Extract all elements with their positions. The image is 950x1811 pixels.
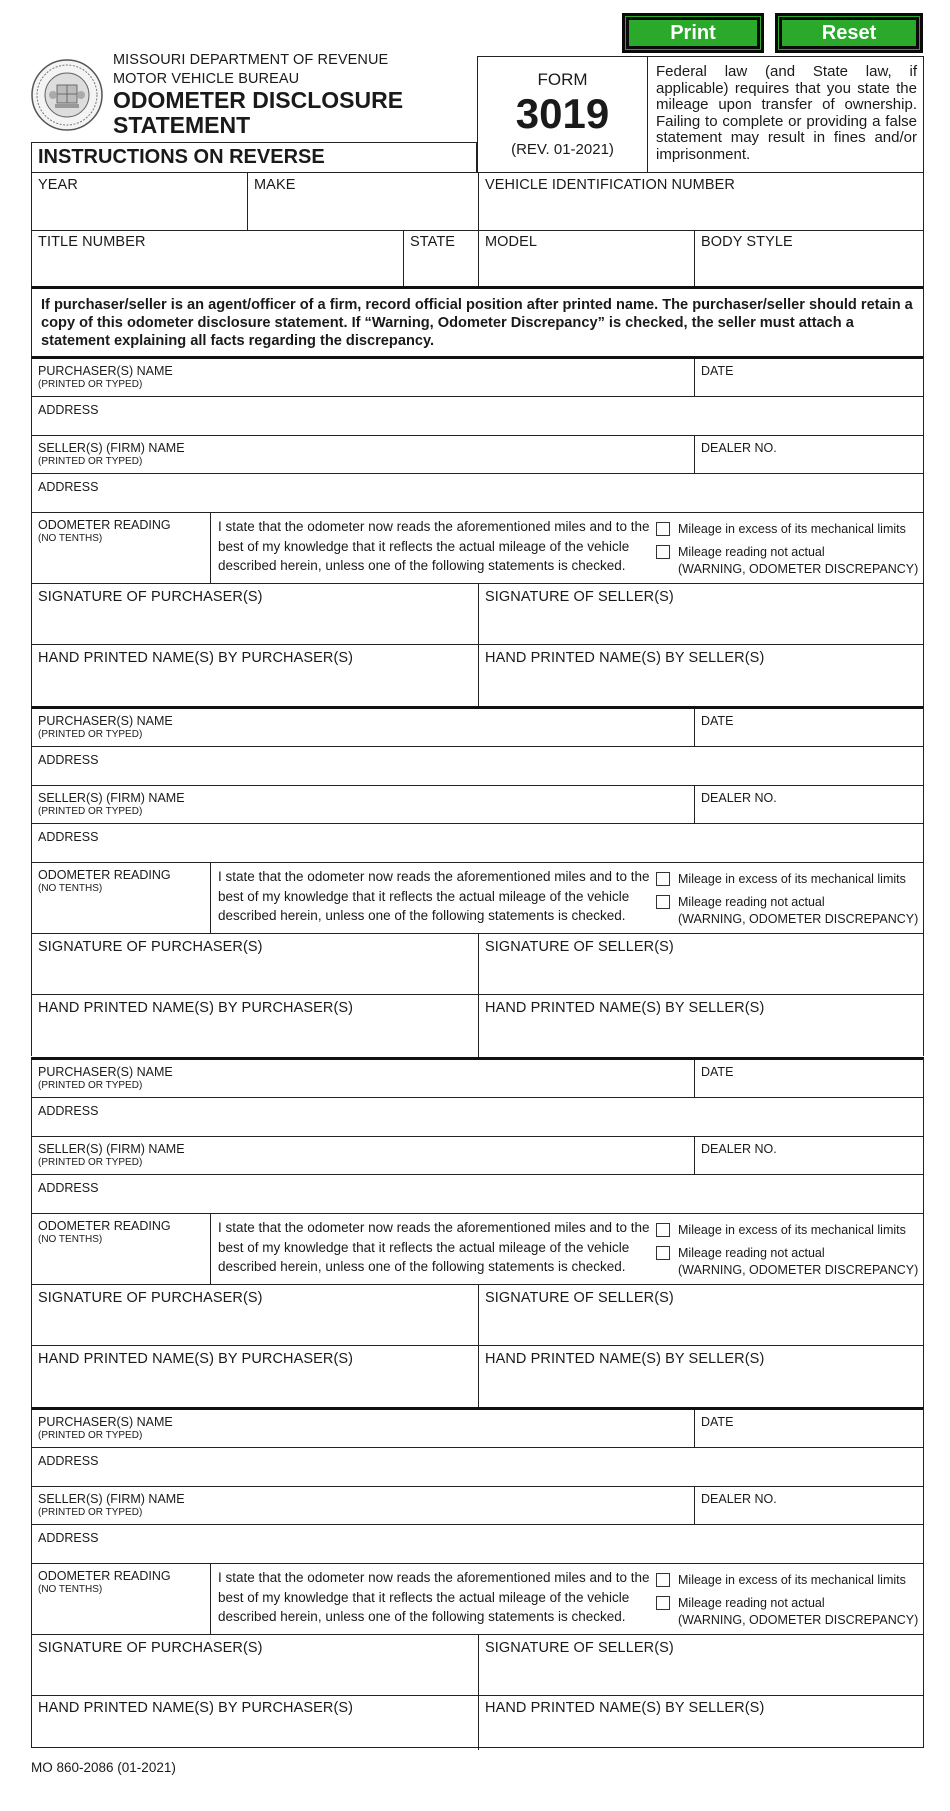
date-label: DATE — [701, 714, 734, 728]
transfer-section — [31, 1057, 924, 1407]
odometer-discrepancy-warning: (WARNING, ODOMETER DISCREPANCY) — [678, 912, 919, 926]
seller-name-label: SELLER(S) (FIRM) NAME — [38, 1492, 185, 1506]
odometer-reading-field[interactable] — [36, 1600, 206, 1631]
purchaser-name-label: PURCHASER(S) NAME — [38, 1415, 173, 1429]
seller-name-label: SELLER(S) (FIRM) NAME — [38, 441, 185, 455]
seller-name-field[interactable] — [192, 789, 688, 820]
purchaser-name-field[interactable] — [172, 1064, 688, 1094]
mileage-not-actual-checkbox[interactable] — [656, 1596, 670, 1610]
agent-notice: If purchaser/seller is an agent/officer of a firm, record official position after printed name. The purchaser/seller should retain a copy of this odometer disclosure statement. If “Warning, Odometer Discrepancy” is checked, the seller must attach a statement explaining all facts regarding the discrepancy. — [31, 286, 924, 358]
odometer-statement-line: best of my knowledge that it reflects the actual mileage of the vehicle — [218, 1239, 630, 1255]
odometer-reading-field[interactable] — [36, 549, 206, 580]
make-field[interactable] — [252, 195, 474, 227]
purchaser-hand-printed-label: HAND PRINTED NAME(S) BY PURCHASER(S) — [38, 650, 354, 666]
purchaser-address-field[interactable] — [112, 1101, 918, 1133]
seller-signature-label: SIGNATURE OF SELLER(S) — [485, 939, 674, 955]
dealer-no-label: DEALER NO. — [701, 441, 777, 455]
seller-address-field[interactable] — [112, 477, 918, 509]
dealer-no-label: DEALER NO. — [701, 1492, 777, 1506]
odometer-statement-line: described herein, unless one of the following statements is checked. — [218, 1609, 626, 1624]
date-field[interactable] — [742, 1064, 918, 1094]
no-tenths-note: (NO TENTHS) — [38, 1584, 103, 1595]
transfer-section — [31, 706, 924, 1056]
purchaser-hand-printed-label: HAND PRINTED NAME(S) BY PURCHASER(S) — [38, 1700, 354, 1716]
vin-field[interactable] — [483, 195, 919, 227]
form-revision: (REV. 01-2021) — [511, 141, 614, 158]
printed-or-typed-note: (PRINTED OR TYPED) — [38, 379, 143, 390]
odometer-reading-label: ODOMETER READING — [38, 1569, 171, 1583]
federal-law-notice: Federal law (and State law, if applicable) requires that you state the mileage upon transfer of ownership. Failing to complete or providing a false statement may result in fines and/or imprisonment. — [648, 56, 924, 172]
purchaser-address-label: ADDRESS — [38, 403, 99, 417]
instructions-label: INSTRUCTIONS ON REVERSE — [38, 146, 325, 168]
mileage-not-actual-label: Mileage reading not actual — [678, 895, 825, 909]
mileage-not-actual-checkbox[interactable] — [656, 545, 670, 559]
seller-address-label: ADDRESS — [38, 1181, 99, 1195]
purchaser-signature-field[interactable] — [36, 609, 474, 641]
dealer-no-label: DEALER NO. — [701, 791, 777, 805]
odometer-discrepancy-warning: (WARNING, ODOMETER DISCREPANCY) — [678, 1613, 919, 1627]
odometer-reading-field[interactable] — [36, 1250, 206, 1281]
form-title-line1: ODOMETER DISCLOSURE — [113, 87, 404, 113]
purchaser-name-field[interactable] — [172, 1414, 688, 1444]
seller-address-label: ADDRESS — [38, 480, 99, 494]
printed-or-typed-note: (PRINTED OR TYPED) — [38, 1080, 143, 1091]
seller-name-label: SELLER(S) (FIRM) NAME — [38, 1142, 185, 1156]
odometer-statement-line: I state that the odometer now reads the aforementioned miles and to the — [218, 869, 650, 884]
odometer-discrepancy-warning: (WARNING, ODOMETER DISCREPANCY) — [678, 1263, 919, 1277]
mileage-not-actual-checkbox[interactable] — [656, 1246, 670, 1260]
transfer-section — [31, 1407, 924, 1748]
purchaser-address-field[interactable] — [112, 400, 918, 432]
dealer-no-field[interactable] — [777, 439, 918, 470]
seller-name-field[interactable] — [192, 1140, 688, 1171]
purchaser-hand-printed-field[interactable] — [36, 1020, 474, 1054]
mileage-excess-checkbox[interactable] — [656, 522, 670, 536]
purchaser-address-field[interactable] — [112, 750, 918, 782]
mileage-not-actual-label: Mileage reading not actual — [678, 545, 825, 559]
mileage-excess-checkbox[interactable] — [656, 872, 670, 886]
printed-or-typed-note: (PRINTED OR TYPED) — [38, 1430, 143, 1441]
dealer-no-field[interactable] — [777, 1490, 918, 1521]
purchaser-signature-label: SIGNATURE OF PURCHASER(S) — [38, 1640, 263, 1656]
purchaser-signature-field[interactable] — [36, 1310, 474, 1342]
mileage-excess-label: Mileage in excess of its mechanical limits — [678, 872, 906, 886]
odometer-reading-label: ODOMETER READING — [38, 518, 171, 532]
purchaser-name-label: PURCHASER(S) NAME — [38, 364, 173, 378]
date-label: DATE — [701, 364, 734, 378]
purchaser-hand-printed-field[interactable] — [36, 1371, 474, 1405]
purchaser-address-label: ADDRESS — [38, 753, 99, 767]
dealer-no-field[interactable] — [777, 789, 918, 820]
date-field[interactable] — [742, 713, 918, 743]
odometer-reading-field[interactable] — [36, 899, 206, 930]
odometer-reading-label: ODOMETER READING — [38, 1219, 171, 1233]
seller-name-label: SELLER(S) (FIRM) NAME — [38, 791, 185, 805]
reset-button[interactable]: Reset — [775, 13, 923, 53]
dealer-no-field[interactable] — [777, 1140, 918, 1171]
date-field[interactable] — [742, 1414, 918, 1444]
form-label: FORM — [537, 70, 588, 89]
title-number-label: TITLE NUMBER — [38, 234, 146, 250]
department-name: MISSOURI DEPARTMENT OF REVENUE — [113, 52, 389, 68]
printed-or-typed-note: (PRINTED OR TYPED) — [38, 729, 143, 740]
year-label: YEAR — [38, 177, 78, 193]
print-button[interactable]: Print — [622, 13, 764, 53]
purchaser-hand-printed-label: HAND PRINTED NAME(S) BY PURCHASER(S) — [38, 1351, 354, 1367]
bureau-name: MOTOR VEHICLE BUREAU — [113, 71, 300, 87]
date-field[interactable] — [742, 363, 918, 393]
purchaser-hand-printed-field[interactable] — [36, 670, 474, 704]
body-style-label: BODY STYLE — [701, 234, 793, 250]
seller-hand-printed-field[interactable] — [483, 1020, 919, 1054]
odometer-statement-line: described herein, unless one of the following statements is checked. — [218, 908, 626, 923]
transfer-section — [31, 356, 924, 706]
mileage-not-actual-label: Mileage reading not actual — [678, 1596, 825, 1610]
odometer-statement-line: best of my knowledge that it reflects the actual mileage of the vehicle — [218, 538, 630, 554]
seller-signature-field[interactable] — [483, 1660, 919, 1692]
printed-or-typed-note: (PRINTED OR TYPED) — [38, 456, 143, 467]
purchaser-address-label: ADDRESS — [38, 1454, 99, 1468]
dealer-no-label: DEALER NO. — [701, 1142, 777, 1156]
mileage-excess-label: Mileage in excess of its mechanical limits — [678, 1223, 906, 1237]
date-label: DATE — [701, 1415, 734, 1429]
form-title-line2: STATEMENT — [113, 112, 251, 138]
mileage-not-actual-checkbox[interactable] — [656, 895, 670, 909]
seller-hand-printed-field[interactable] — [483, 1371, 919, 1405]
odometer-statement-line: described herein, unless one of the following statements is checked. — [218, 1259, 626, 1274]
seller-signature-label: SIGNATURE OF SELLER(S) — [485, 589, 674, 605]
purchaser-name-label: PURCHASER(S) NAME — [38, 714, 173, 728]
mileage-not-actual-label: Mileage reading not actual — [678, 1246, 825, 1260]
model-label: MODEL — [485, 234, 538, 250]
form-number-box — [477, 56, 648, 172]
seller-signature-label: SIGNATURE OF SELLER(S) — [485, 1290, 674, 1306]
seller-name-field[interactable] — [192, 1490, 688, 1521]
odometer-reading-label: ODOMETER READING — [38, 868, 171, 882]
printed-or-typed-note: (PRINTED OR TYPED) — [38, 806, 143, 817]
instructions-box — [31, 142, 477, 172]
no-tenths-note: (NO TENTHS) — [38, 533, 103, 544]
body-style-field[interactable] — [699, 252, 919, 284]
seller-signature-field[interactable] — [483, 1310, 919, 1342]
seller-hand-printed-label: HAND PRINTED NAME(S) BY SELLER(S) — [485, 1700, 765, 1716]
seller-signature-field[interactable] — [483, 609, 919, 641]
odometer-statement-line: I state that the odometer now reads the aforementioned miles and to the — [218, 519, 650, 534]
seller-hand-printed-field[interactable] — [483, 1721, 919, 1747]
odometer-statement-line: I state that the odometer now reads the aforementioned miles and to the — [218, 1570, 650, 1585]
mileage-excess-checkbox[interactable] — [656, 1573, 670, 1587]
seller-signature-label: SIGNATURE OF SELLER(S) — [485, 1640, 674, 1656]
seller-hand-printed-label: HAND PRINTED NAME(S) BY SELLER(S) — [485, 650, 765, 666]
odometer-statement-line: described herein, unless one of the following statements is checked. — [218, 558, 626, 573]
purchaser-name-field[interactable] — [172, 363, 688, 393]
mileage-excess-checkbox[interactable] — [656, 1223, 670, 1237]
printed-or-typed-note: (PRINTED OR TYPED) — [38, 1157, 143, 1168]
seller-address-field[interactable] — [112, 1178, 918, 1210]
purchaser-address-label: ADDRESS — [38, 1104, 99, 1118]
purchaser-name-label: PURCHASER(S) NAME — [38, 1065, 173, 1079]
vehicle-info — [31, 172, 924, 287]
date-label: DATE — [701, 1065, 734, 1079]
purchaser-signature-label: SIGNATURE OF PURCHASER(S) — [38, 1290, 263, 1306]
model-field[interactable] — [483, 252, 689, 284]
form-footer-code: MO 860-2086 (01-2021) — [31, 1760, 176, 1775]
odometer-statement-line: best of my knowledge that it reflects the actual mileage of the vehicle — [218, 888, 630, 904]
seller-hand-printed-label: HAND PRINTED NAME(S) BY SELLER(S) — [485, 1000, 765, 1016]
seller-address-field[interactable] — [112, 1528, 918, 1560]
vin-label: VEHICLE IDENTIFICATION NUMBER — [485, 177, 735, 193]
missouri-seal-logo — [31, 59, 103, 131]
make-label: MAKE — [254, 177, 296, 193]
purchaser-signature-label: SIGNATURE OF PURCHASER(S) — [38, 939, 263, 955]
purchaser-signature-field[interactable] — [36, 959, 474, 991]
seller-address-label: ADDRESS — [38, 830, 99, 844]
purchaser-name-field[interactable] — [172, 713, 688, 743]
state-label: STATE — [410, 234, 456, 250]
title-number-field[interactable] — [36, 252, 398, 284]
no-tenths-note: (NO TENTHS) — [38, 1234, 103, 1245]
purchaser-hand-printed-field[interactable] — [36, 1721, 474, 1747]
seller-name-field[interactable] — [192, 439, 688, 470]
state-field[interactable] — [408, 252, 474, 284]
no-tenths-note: (NO TENTHS) — [38, 883, 103, 894]
form-number: 3019 — [515, 90, 610, 137]
mileage-excess-label: Mileage in excess of its mechanical limits — [678, 1573, 906, 1587]
seller-address-field[interactable] — [112, 827, 918, 859]
purchaser-signature-field[interactable] — [36, 1660, 474, 1692]
purchaser-hand-printed-label: HAND PRINTED NAME(S) BY PURCHASER(S) — [38, 1000, 354, 1016]
printed-or-typed-note: (PRINTED OR TYPED) — [38, 1507, 143, 1518]
seller-hand-printed-field[interactable] — [483, 670, 919, 704]
seller-address-label: ADDRESS — [38, 1531, 99, 1545]
mileage-excess-label: Mileage in excess of its mechanical limits — [678, 522, 906, 536]
odometer-statement-line: I state that the odometer now reads the aforementioned miles and to the — [218, 1220, 650, 1235]
seller-hand-printed-label: HAND PRINTED NAME(S) BY SELLER(S) — [485, 1351, 765, 1367]
year-field[interactable] — [36, 195, 241, 227]
purchaser-address-field[interactable] — [112, 1451, 918, 1483]
odometer-statement-line: best of my knowledge that it reflects the actual mileage of the vehicle — [218, 1589, 630, 1605]
odometer-discrepancy-warning: (WARNING, ODOMETER DISCREPANCY) — [678, 562, 919, 576]
purchaser-signature-label: SIGNATURE OF PURCHASER(S) — [38, 589, 263, 605]
seller-signature-field[interactable] — [483, 959, 919, 991]
